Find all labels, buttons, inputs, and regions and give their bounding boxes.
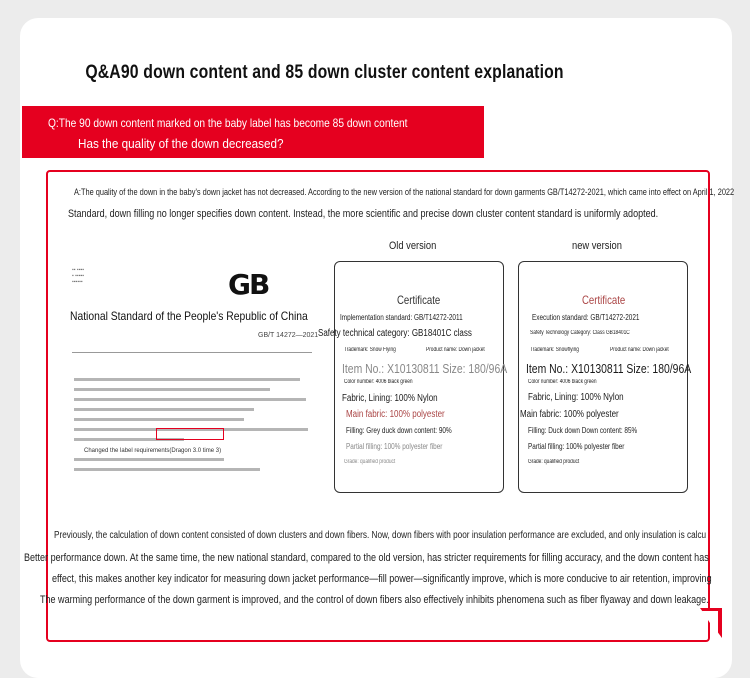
highlight-box <box>156 428 224 440</box>
old-item-no: Item No.: X10130811 Size: 180/96A <box>342 361 508 376</box>
doc-text-line <box>74 418 244 421</box>
doc-text-line <box>74 408 254 411</box>
explanation-line-4: The warming performance of the down garment is improved, and the control of down fibers also effectively inhibits phenomena such as fiber flyaway and down leakage. <box>40 594 709 606</box>
old-safety-category: Safety technical category: GB18401C class <box>318 328 472 339</box>
new-grade: Grade: qualified product <box>528 459 580 465</box>
new-item-no: Item No.: X10130811 Size: 180/96A <box>526 361 692 376</box>
question-line-1: Q:The 90 down content marked on the baby label has become 85 down content <box>48 116 408 130</box>
old-color-number: Color number: 4006 black green <box>344 379 413 385</box>
question-banner <box>22 106 484 158</box>
standard-title: National Standard of the People's Republic of China <box>70 309 308 323</box>
divider <box>72 352 312 353</box>
old-version-label: Old version <box>389 240 437 252</box>
explanation-line-1: Previously, the calculation of down content consisted of down clusters and down fibers. Now, down fibers with poor insulation performance are excluded, and only insulation is calcu <box>54 530 707 541</box>
new-filling: Filling: Duck down Down content: 85% <box>528 426 638 435</box>
new-fabric-lining: Fabric, Lining: 100% Nylon <box>528 392 624 403</box>
old-cert-title: Certificate <box>397 293 441 307</box>
new-partial-filling: Partial filling: 100% polyester fiber <box>528 442 625 451</box>
change-note: Changed the label requirements(Dragon 3.0 time 3) <box>84 448 222 454</box>
old-trademark: Trademark: Snow Flying <box>344 347 396 353</box>
new-main-fabric: Main fabric: 100% polyester <box>520 409 619 420</box>
old-partial-filling: Partial filling: 100% polyester fiber <box>346 442 443 451</box>
old-fabric-lining: Fabric, Lining: 100% Nylon <box>342 393 438 404</box>
gb-logo: GB <box>228 268 269 301</box>
question-line-2: Has the quality of the down decreased? <box>78 136 284 151</box>
new-execution-standard: Execution standard: GB/T14272-2021 <box>532 313 640 322</box>
old-product-name: Product name: Down jacket <box>426 347 485 353</box>
new-color-number: Color number: 4006 black green <box>528 379 597 385</box>
old-filling: Filling: Grey duck down content: 90% <box>346 426 452 435</box>
page-title: Q&A90 down content and 85 down cluster content explanation <box>85 62 564 83</box>
explanation-line-3: effect, this makes another key indicator for measuring down jacket performance—fill power—significantly improve, which is more conducive to air retention, improving <box>52 573 712 585</box>
old-grade: Grade: qualified product <box>344 459 396 465</box>
old-main-fabric: Main fabric: 100% polyester <box>346 409 445 420</box>
doc-header-marks: ▪▪ ▪▪▪▪ ▪ ▪▪▪▪▪ ▪▪▪▪▪▪ <box>72 267 85 285</box>
standard-code: GB/T 14272—2021 <box>258 332 319 339</box>
old-implementation-standard: Implementation standard: GB/T14272-2011 <box>340 313 463 322</box>
doc-text-line <box>74 388 270 391</box>
doc-text-line <box>74 378 300 381</box>
new-product-name: Product name: Down jacket <box>610 347 669 353</box>
doc-text-line <box>74 458 224 461</box>
explanation-line-2: Better performance down. At the same time, the new national standard, compared to the old version, has stricter requirements for filling accuracy, and the down content has <box>24 552 709 564</box>
answer-line-1: A:The quality of the down in the baby's down jacket has not decreased. According to the new version of the national standard for down garments GB/T14272-2021, which came into effect on April 1, 2022 <box>74 187 735 197</box>
new-cert-title: Certificate <box>582 293 626 307</box>
new-version-label: new version <box>572 240 622 252</box>
doc-text-line <box>74 398 306 401</box>
new-trademark: Trademark: Snowflying <box>530 347 579 353</box>
new-safety-category: Safety Technology Category: Class GB18401C <box>530 330 630 336</box>
doc-text-line <box>74 468 260 471</box>
answer-line-2: Standard, down filling no longer specifies down content. Instead, the more scientific and precise down cluster content standard is uniformly adopted. <box>68 208 659 220</box>
